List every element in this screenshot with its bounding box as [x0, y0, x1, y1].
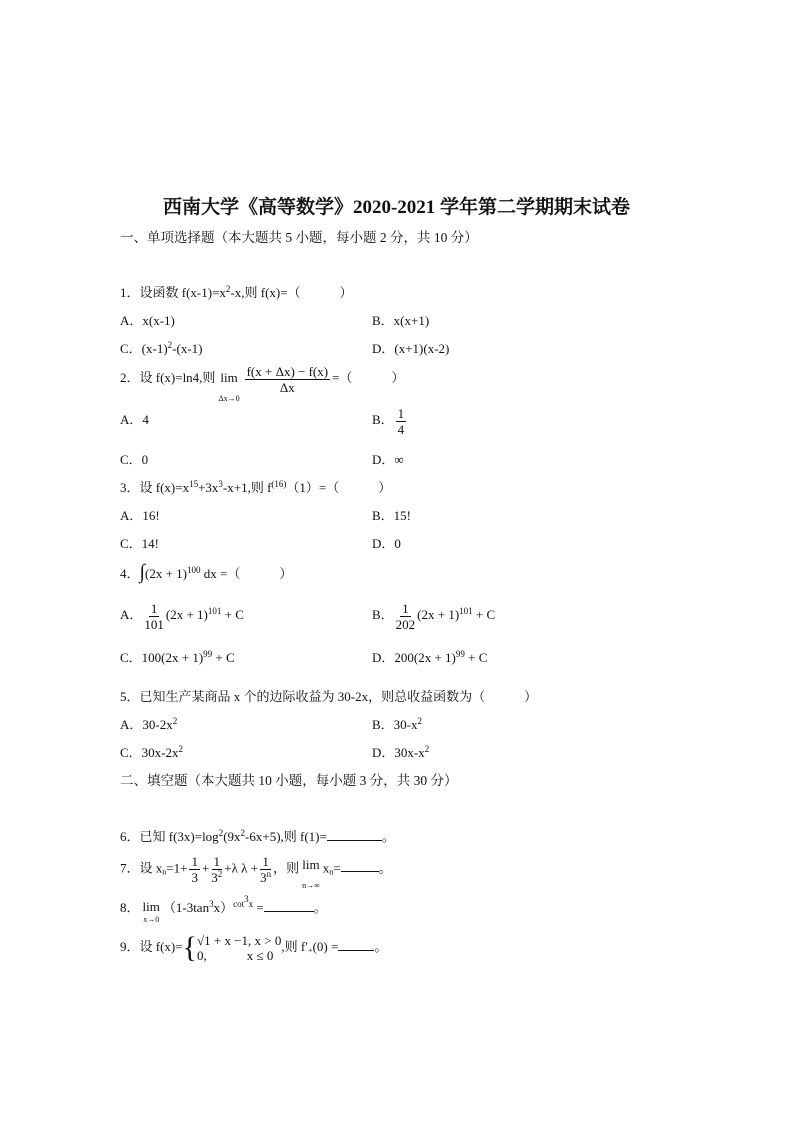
q4-option-c: C．$100(2x + 1)^{99} + C$ — [120, 649, 235, 665]
question-1: 1．设函数 $f(x-1)=x^2-x$,则 f(x)=（ ） — [120, 284, 353, 300]
q4-option-a: A． $\frac{1}{101}$ $(2x + 1)^{101} + C$ — [120, 600, 244, 632]
q3-option-b: B．15! — [372, 508, 412, 523]
q1-option-c: C．$(x-1)^2-(x-1)$ — [120, 340, 203, 356]
q5-option-a: A．$30-2x^2$ — [120, 716, 178, 732]
q3-option-c: C．14! — [120, 536, 160, 551]
question-7: 7．设 $x_n=1+$ $\frac{1}{3}$ + $\frac{1}{3^2}$ +λ λ + $\frac{1}{3^n}$ ，则 lim n→∞ $x_n=$ 。 — [120, 854, 392, 890]
q3-option-a: A．16! — [120, 508, 160, 523]
question-2: 2．设 f(x)=ln4,则 lim Δx→0 $\frac{f(x + \Delta x) - f(x)}{\Delta x}$ =（ ） — [120, 363, 405, 403]
q1-option-d: D．(x+1)(x-2) — [372, 341, 450, 356]
section-2-heading: 二、填空题（本大题共 10 小题，每小题 3 分，共 30 分） — [120, 773, 458, 788]
q4-option-d: D．$200(2x + 1)^{99} + C$ — [372, 649, 488, 665]
answer-blank[interactable] — [341, 861, 379, 872]
q1-option-b: B．x(x+1) — [372, 313, 430, 328]
question-3: 3．设 $f(x)=x^{15}+3x^3-x+1$,则 $f^{(16)}(1)=$（ ） — [120, 479, 392, 495]
q4-option-b: B． $\frac{1}{202}$ $(2x + 1)^{101} + C$ — [372, 600, 496, 632]
question-9: 9．设 f(x)={ √1 + x −1, x > 0 0, x ≤ 0 ,则 $f'_+(0)$ = 。 — [120, 931, 388, 965]
q2-option-c: C．0 — [120, 452, 149, 467]
question-6: 6．已知 $f(3x)=\log^2(9x^2-6x+5)$,则 f(1)= 。 — [120, 828, 395, 844]
question-5: 5．已知生产某商品 x 个的边际收益为 30-2x，则总收益函数为（ ） — [120, 689, 538, 704]
section-1-heading: 一、单项选择题（本大题共 5 小题，每小题 2 分，共 10 分） — [120, 230, 478, 245]
answer-blank[interactable] — [338, 940, 374, 951]
q2-option-a: A．4 — [120, 412, 149, 427]
q5-option-d: D．$30x-x^2$ — [372, 744, 430, 760]
q5-option-c: C．$30x-2x^2$ — [120, 744, 184, 760]
q5-option-b: B．$30-x^2$ — [372, 716, 423, 732]
q3-option-d: D．0 — [372, 536, 401, 551]
question-4: 4．$\int(2x + 1)^{100}$ dx =（ ） — [120, 561, 293, 583]
q1-option-a: A．x(x-1) — [120, 313, 175, 328]
q2-option-b: B． $\frac{1}{4}$ — [372, 405, 405, 437]
q2-option-d: D．∞ — [372, 452, 404, 467]
page-title: 西南大学《高等数学》2020-2021 学年第二学期期末试卷 — [162, 197, 631, 218]
answer-blank[interactable] — [327, 830, 382, 841]
question-8: 8． lim x→0 $(1-3\tan^3x)^{cot^3x}$ = 。 — [120, 894, 327, 924]
answer-blank[interactable] — [264, 901, 314, 912]
